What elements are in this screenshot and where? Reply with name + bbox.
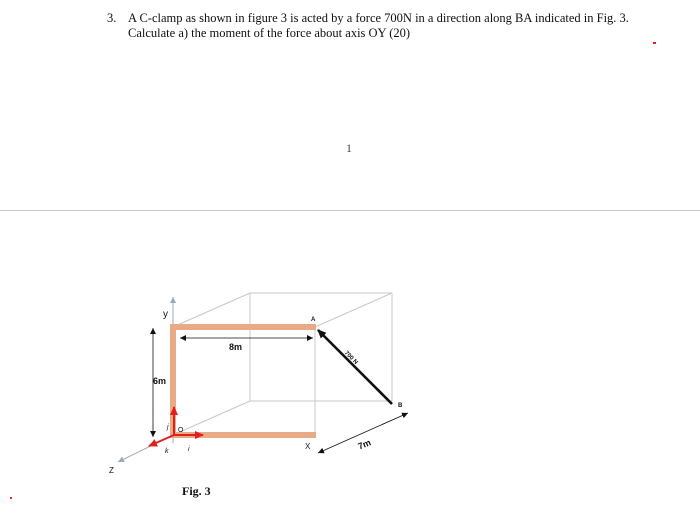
force-arrow	[318, 330, 392, 404]
point-a-label: A	[311, 317, 316, 323]
page-number: 1	[346, 141, 352, 155]
question-number: 3.	[107, 11, 117, 25]
origin-label: O	[178, 427, 184, 434]
z-axis-label: Z	[109, 466, 114, 475]
stray-mark-bottom	[10, 497, 12, 499]
dim-8m-label: 8m	[229, 342, 243, 352]
y-axis-label: y	[163, 309, 168, 320]
construction-box	[173, 293, 392, 435]
dim-6m-label: 6m	[153, 376, 167, 386]
page-top	[0, 0, 700, 210]
force-label: 700 N	[342, 350, 359, 366]
c-clamp	[170, 324, 316, 438]
figure-drawing	[0, 211, 700, 506]
unit-i-label: i	[188, 446, 190, 453]
dim-7m-label: 7m	[356, 437, 373, 452]
question-text: A C-clamp as shown in figure 3 is acted by a force 700N in a direction along BA indicated in Fig. 3. Calculate a) the moment of the force about axis OY (20)	[128, 11, 629, 40]
question	[107, 11, 667, 41]
x-axis-label: X	[305, 442, 311, 451]
point-b-label: B	[398, 403, 403, 409]
unit-j-label: j	[167, 424, 169, 431]
figure-3	[0, 211, 700, 506]
unit-k-label: k	[165, 448, 169, 455]
stray-mark	[653, 42, 656, 44]
figure-caption: Fig. 3	[182, 484, 211, 498]
